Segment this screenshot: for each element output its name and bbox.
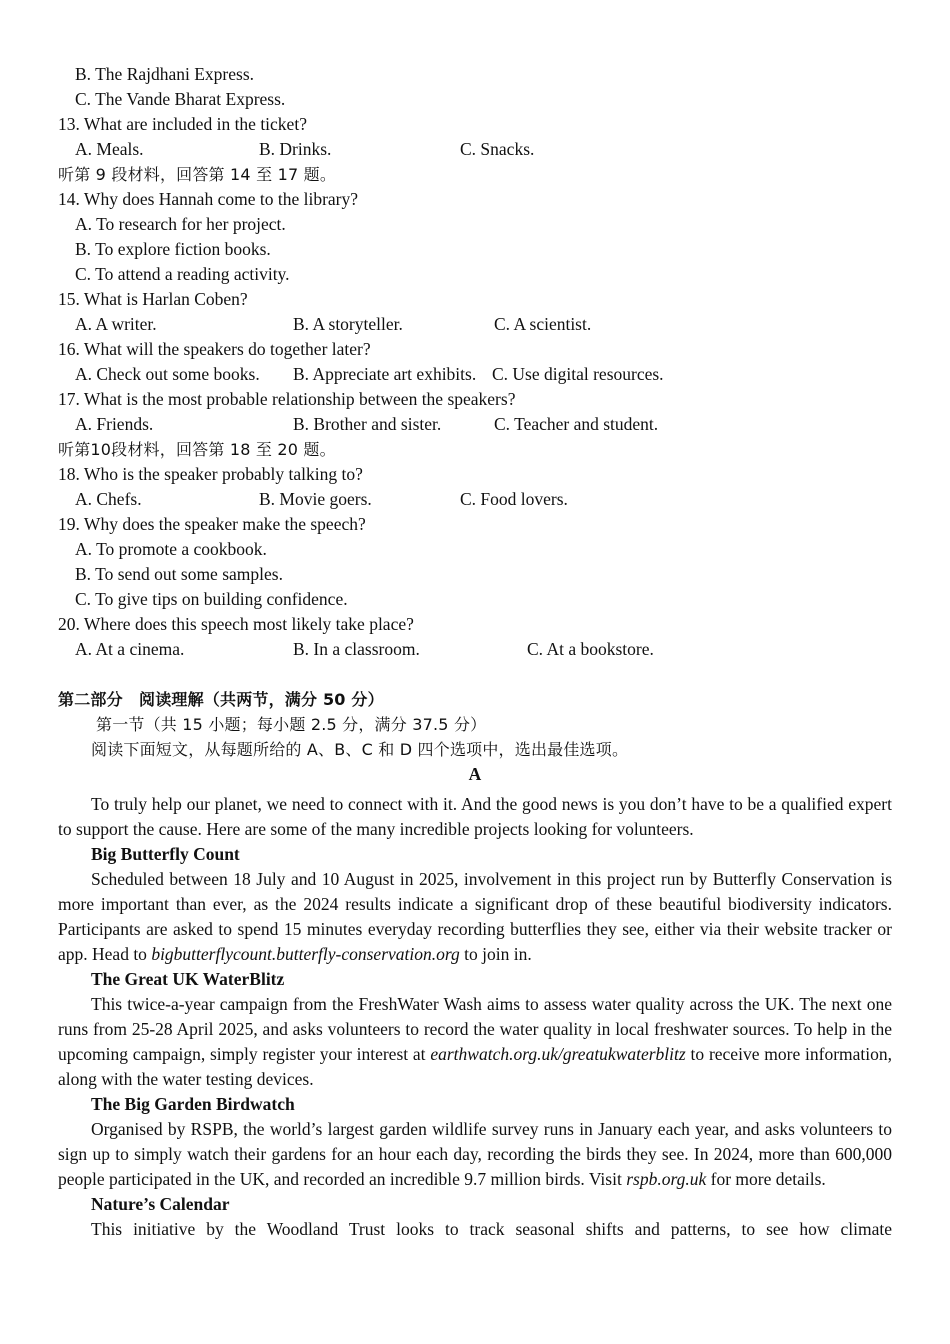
q17-options — [58, 412, 892, 437]
butterfly-link: bigbutterflycount.butterfly-conservation.org — [151, 944, 460, 964]
q18-option-a: A. Chefs. — [75, 489, 142, 509]
birdwatch-link: rspb.org.uk — [626, 1169, 707, 1189]
q15-option-b: B. A storyteller. — [293, 314, 403, 334]
q17-option-b: B. Brother and sister. — [293, 414, 442, 434]
q20-option-b: B. In a classroom. — [293, 639, 420, 659]
waterblitz-paragraph — [58, 992, 892, 1092]
section-one-title: 第一节（共 15 小题；每小题 2.5 分，满分 37.5 分） — [96, 715, 487, 734]
q13-stem: 13. What are included in the ticket? — [58, 114, 307, 134]
q14-option-a: A. To research for her project. — [75, 214, 286, 234]
passage-intro: To truly help our planet, we need to connect with it. And the good news is you don’t have to be a qualified expert to support the cause. Here are some of the many incredible projects looking for volunteers. — [58, 794, 892, 839]
q20-option-c: C. At a bookstore. — [527, 639, 654, 659]
waterblitz-title: The Great UK WaterBlitz — [91, 969, 285, 989]
q18-option-c: C. Food lovers. — [460, 489, 568, 509]
butterfly-text: Scheduled between 18 July and 10 August in 2025, involvement in this project run by Butterfly Conservation is more important than ever, as the 2024 results indicate a significant drop of these beautiful biodiversity indicators. Participants are asked to spend 15 minutes everyday recording butterflies they see, either via their website tracker or app. Head to — [58, 869, 892, 964]
waterblitz-tail: to receive more information, along with the water testing devices. — [58, 1044, 893, 1089]
q19-option-a: A. To promote a cookbook. — [75, 539, 267, 559]
q20-options — [58, 637, 892, 662]
q16-option-c: C. Use digital resources. — [492, 364, 664, 384]
butterfly-title: Big Butterfly Count — [91, 844, 240, 864]
section-9-instruction: 听第 9 段材料，回答第 14 至 17 题。 — [58, 165, 337, 184]
calendar-title: Nature’s Calendar — [91, 1194, 230, 1214]
q13-option-c: C. Snacks. — [460, 139, 535, 159]
exam-page — [58, 62, 892, 1242]
q18-stem: 18. Who is the speaker probably talking to? — [58, 464, 363, 484]
q14-option-b: B. To explore fiction books. — [75, 239, 271, 259]
passage-label: A — [468, 764, 482, 784]
q17-stem: 17. What is the most probable relationship between the speakers? — [58, 389, 516, 409]
q14-stem: 14. Why does Hannah come to the library? — [58, 189, 359, 209]
q18-option-b: B. Movie goers. — [259, 489, 372, 509]
q16-option-b: B. Appreciate art exhibits. — [293, 364, 477, 384]
q13-option-a: A. Meals. — [75, 139, 144, 159]
waterblitz-link: earthwatch.org.uk/greatukwaterblitz — [430, 1044, 686, 1064]
q18-options — [58, 487, 892, 512]
q15-stem: 15. What is Harlan Coben? — [58, 289, 248, 309]
q12-option-b: B. The Rajdhani Express. — [75, 64, 255, 84]
birdwatch-text: Organised by RSPB, the world’s largest garden wildlife survey runs in January each year, and asks volunteers to sign up to simply watch their gardens for an hour each day, recording the birds they see. In 2024, more than 600,000 people participated in the UK, and recorded an incredible 9.7 million birds. Visit — [58, 1119, 892, 1189]
part-two-title: 第二部分 阅读理解（共两节，满分 50 分） — [58, 690, 384, 709]
q17-option-a: A. Friends. — [75, 414, 154, 434]
butterfly-tail: to join in. — [464, 944, 532, 964]
birdwatch-tail: for more details. — [710, 1169, 826, 1189]
q13-option-b: B. Drinks. — [259, 139, 332, 159]
q19-option-b: B. To send out some samples. — [75, 564, 283, 584]
q16-options — [58, 362, 892, 387]
q19-option-c: C. To give tips on building confidence. — [75, 589, 348, 609]
q15-option-a: A. A writer. — [75, 314, 157, 334]
birdwatch-paragraph — [58, 1117, 892, 1192]
q12-option-c: C. The Vande Bharat Express. — [75, 89, 286, 109]
reading-instruction: 阅读下面短文，从每题所给的 A、B、C 和 D 四个选项中，选出最佳选项。 — [91, 740, 629, 759]
q17-option-c: C. Teacher and student. — [494, 414, 659, 434]
q16-stem: 16. What will the speakers do together later? — [58, 339, 371, 359]
section-10-instruction: 听第10段材料，回答第 18 至 20 题。 — [58, 440, 336, 459]
waterblitz-text: This twice-a-year campaign from the FreshWater Wash aims to assess water quality across the UK. The next one runs from 25-28 April 2025, and asks volunteers to record the water quality in local freshwater sources. To help in the upcoming campaign, simply register your interest at — [58, 994, 892, 1064]
q16-option-a: A. Check out some books. — [75, 364, 260, 384]
q20-stem: 20. Where does this speech most likely take place? — [58, 614, 414, 634]
spacer — [58, 662, 892, 687]
q15-options — [58, 312, 892, 337]
q13-options — [58, 137, 892, 162]
birdwatch-title: The Big Garden Birdwatch — [91, 1094, 295, 1114]
q19-stem: 19. Why does the speaker make the speech? — [58, 514, 366, 534]
q14-option-c: C. To attend a reading activity. — [75, 264, 290, 284]
q15-option-c: C. A scientist. — [494, 314, 592, 334]
q20-option-a: A. At a cinema. — [75, 639, 185, 659]
calendar-paragraph: This initiative by the Woodland Trust looks to track seasonal shifts and patterns, to see how climate — [91, 1219, 892, 1239]
butterfly-paragraph — [58, 867, 892, 967]
